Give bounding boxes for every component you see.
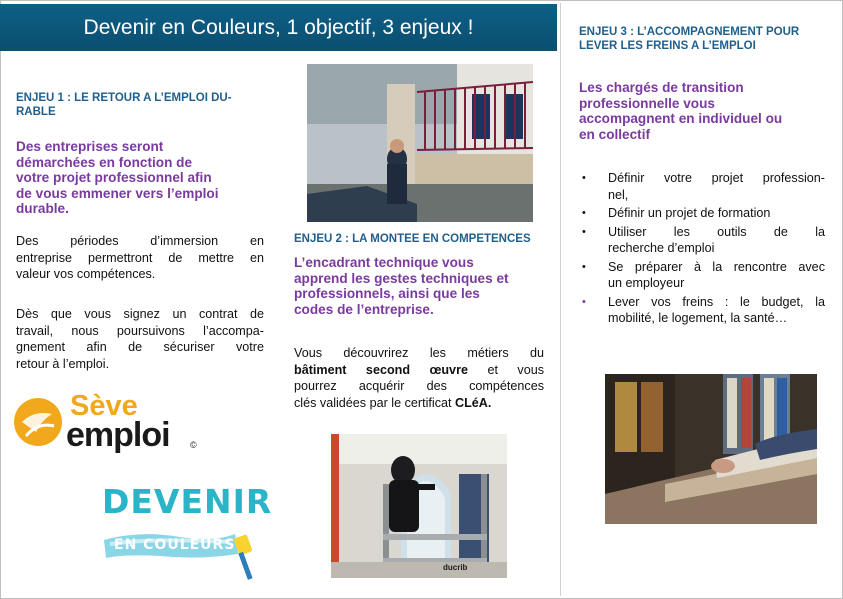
text-line: recherche d’emploi bbox=[608, 241, 715, 255]
enjeu2-lead bbox=[294, 255, 549, 317]
enjeu3-heading-line: ENJEU 3 : L’ACCOMPAGNEMENT POUR bbox=[579, 26, 800, 38]
emploi-text: emploi bbox=[66, 416, 170, 454]
enjeu3-heading-line: LEVER LES FREINS A L’EMPLOI bbox=[579, 40, 756, 52]
en-couleurs-text: EN COULEURS bbox=[114, 537, 236, 553]
text-line: Définir un projet de formation bbox=[608, 206, 771, 220]
paint-stroke-icon bbox=[100, 482, 273, 582]
lead-line: professionnelle vous bbox=[579, 95, 715, 111]
list-item bbox=[579, 205, 825, 222]
enjeu1-heading bbox=[16, 91, 256, 119]
lead-line: de vous emmener vers l’emploi bbox=[16, 185, 219, 201]
lead-line: Les chargés de transition bbox=[579, 80, 744, 95]
text-line: mobilité, le logement, la santé… bbox=[608, 311, 788, 325]
enjeu3-heading bbox=[579, 25, 829, 53]
devenir-en-couleurs-logo bbox=[100, 482, 273, 582]
bold-text: CLéA. bbox=[455, 395, 492, 410]
lead-line: démarchées en fonction de bbox=[16, 154, 193, 170]
bullet-icon: • bbox=[582, 295, 586, 308]
seve-text: Sève bbox=[70, 390, 138, 422]
photo-scaffold-image bbox=[331, 434, 507, 578]
scaffold-brand: ducrib bbox=[443, 563, 468, 572]
list-item bbox=[579, 259, 825, 292]
text-line: Utiliser les outils de la bbox=[608, 224, 825, 239]
text-line: Vous découvrirez les métiers du bbox=[294, 346, 544, 360]
enjeu1-heading-line: ENJEU 1 : LE RETOUR A L’EMPLOI DU- bbox=[16, 92, 232, 104]
photo-painting-gate-image bbox=[307, 64, 533, 222]
text-line bbox=[294, 362, 544, 379]
text-line: nel, bbox=[608, 187, 629, 202]
list-item bbox=[579, 224, 825, 257]
enjeu1-paragraph-1 bbox=[16, 233, 264, 283]
text-line: Lever vos freins : le budget, la bbox=[608, 294, 825, 309]
enjeu1-paragraph-2 bbox=[16, 306, 264, 372]
enjeu3-lead bbox=[579, 80, 829, 142]
text-fragment: clés validées par le certificat bbox=[294, 395, 455, 410]
lead-line: apprend les gestes techniques et bbox=[294, 270, 509, 286]
text-line: retour à l’emploi. bbox=[16, 356, 110, 371]
photo-scaffold bbox=[331, 434, 507, 578]
text-line: entreprise permettront de mettre en bbox=[16, 250, 264, 265]
enjeu2-heading: ENJEU 2 : LA MONTEE EN COMPETENCES bbox=[294, 233, 531, 245]
lead-line: professionnels, ainsi que les bbox=[294, 286, 480, 301]
text-line: pourrez acquérir des compétences bbox=[294, 379, 544, 393]
text-line: Dès que vous signez un contrat de bbox=[16, 307, 264, 321]
photo-painting-gate bbox=[307, 64, 533, 222]
bold-text: bâtiment second œuvre bbox=[294, 362, 468, 377]
list-item bbox=[579, 170, 825, 203]
lead-line: Des entreprises seront bbox=[16, 139, 164, 154]
devenir-text: DEVENIR bbox=[102, 482, 273, 521]
page-title: Devenir en Couleurs, 1 objectif, 3 enjeux ! bbox=[83, 15, 474, 39]
text-line: Des périodes d’immersion en bbox=[16, 234, 264, 248]
bullet-icon: • bbox=[582, 225, 586, 238]
photo-stained-glass bbox=[605, 374, 817, 524]
text-line: valeur vos compétences. bbox=[16, 267, 156, 281]
bullet-icon: • bbox=[582, 207, 586, 219]
enjeu2-paragraph bbox=[294, 345, 544, 411]
text-line: Se préparer à la rencontre avec bbox=[608, 259, 825, 274]
bullet-icon: • bbox=[582, 260, 586, 273]
page-title-banner bbox=[0, 4, 557, 51]
lead-line: L’encadrant technique vous bbox=[294, 255, 474, 270]
text-fragment: et vous bbox=[467, 362, 545, 377]
copyright-mark: © bbox=[190, 440, 197, 450]
text-line: Définir votre projet profession- bbox=[608, 171, 825, 185]
lead-line: votre projet professionnel afin bbox=[16, 170, 212, 185]
bullet-icon: • bbox=[582, 172, 586, 184]
lead-line: en collectif bbox=[579, 126, 651, 142]
lead-line: codes de l’entreprise. bbox=[294, 301, 434, 317]
enjeu1-heading-line: RABLE bbox=[16, 106, 56, 118]
list-item bbox=[579, 294, 825, 327]
text-line bbox=[294, 395, 544, 412]
lead-line: accompagnent en individuel ou bbox=[579, 111, 783, 126]
seve-emploi-logo bbox=[12, 392, 202, 454]
lead-line: durable. bbox=[16, 201, 69, 216]
photo-stained-glass-image bbox=[605, 374, 817, 524]
text-line: gnement afin de sécuriser votre bbox=[16, 340, 264, 354]
text-line: travail, nous poursuivons l’accompa- bbox=[16, 323, 264, 338]
text-line: un employeur bbox=[608, 276, 685, 290]
enjeu3-list bbox=[579, 170, 825, 329]
enjeu1-lead bbox=[16, 139, 266, 217]
